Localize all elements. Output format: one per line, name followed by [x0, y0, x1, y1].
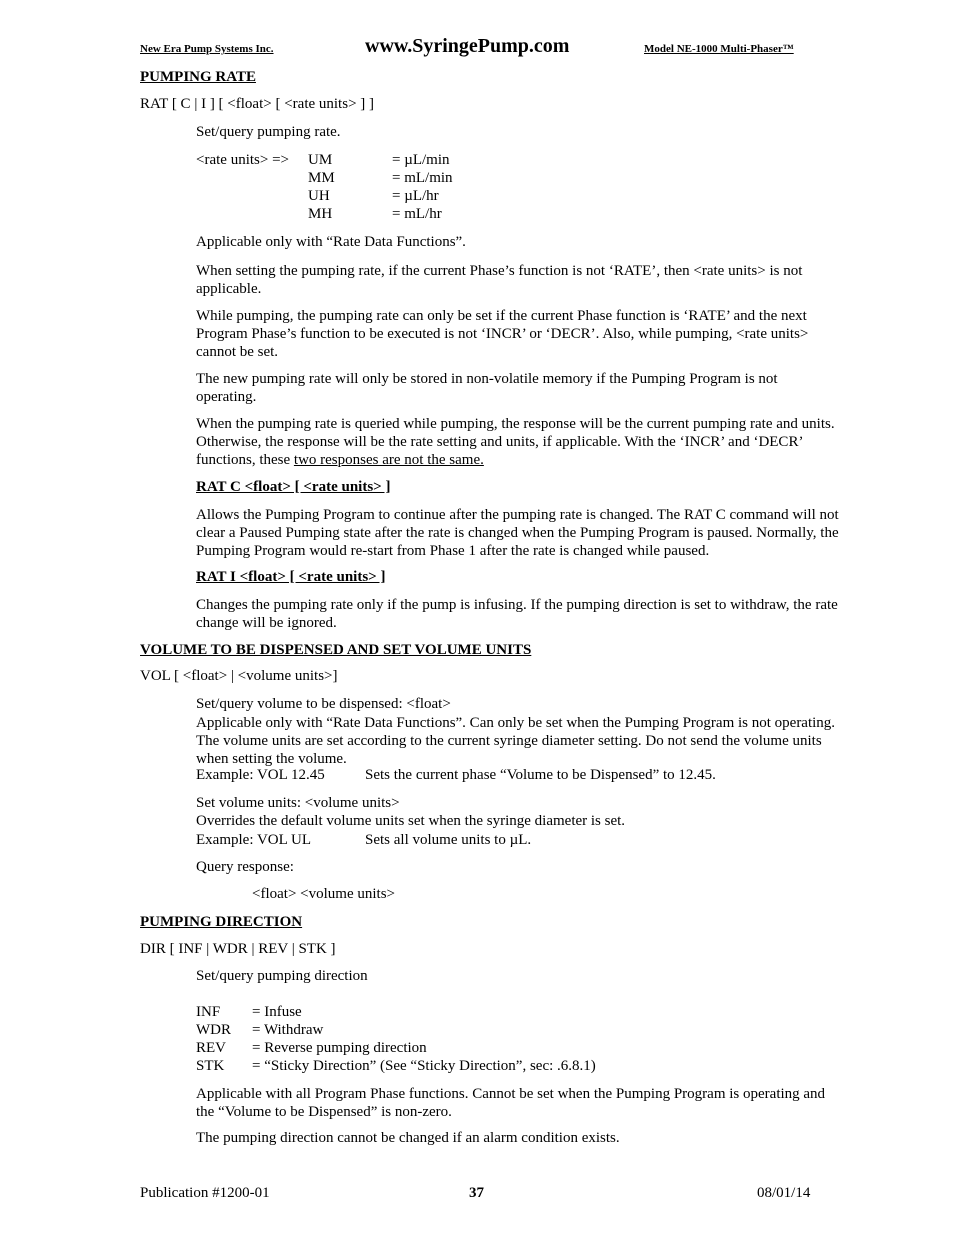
subheading-rat-c: RAT C <float> [ <rate units> ] — [196, 479, 391, 495]
volume-units-example-label: Example: VOL UL — [196, 832, 311, 848]
rate-syntax: RAT [ C | I ] [ <float> [ <rate units> ] ] — [140, 96, 375, 112]
volume-set-units: Set volume units: <volume units> — [196, 795, 400, 811]
rate-paragraph-while-pumping: While pumping, the pumping rate can only be set if the current Phase function is ‘RATE’ and the next Program Phase’s function to be executed is not ‘INCR’ or ‘DECR’. Also, while pumping, <rate units> cannot be set. — [196, 308, 809, 360]
underlined-note: two responses are not the same. — [293, 452, 484, 468]
volume-overrides: Overrides the default volume units set when the syringe diameter is set. — [196, 813, 626, 829]
volume-query-response: Query response: — [196, 859, 294, 875]
rate-unit-meaning: = µL/hr — [392, 188, 439, 204]
header-model: Model NE-1000 Multi-Phaser™ — [644, 43, 794, 55]
rate-applicable: Applicable only with “Rate Data Functions”. — [196, 234, 466, 250]
direction-option-code: INF — [196, 1004, 221, 1020]
direction-alarm-note: The pumping direction cannot be changed if an alarm condition exists. — [196, 1130, 620, 1146]
rate-description: Set/query pumping rate. — [196, 124, 341, 140]
direction-option-code: REV — [196, 1040, 226, 1056]
direction-description: Set/query pumping direction — [196, 968, 368, 984]
subheading-rat-i: RAT I <float> [ <rate units> ] — [196, 569, 386, 585]
rate-paragraph-query: When the pumping rate is queried while pumping, the response will be the current pumping rate and units. Otherwise, the response will be the rate setting and units, if applicable. With the ‘INCR’ and ‘DECR’ functions, these two responses are not the same. — [196, 416, 835, 468]
rate-unit-meaning: = µL/min — [392, 152, 450, 168]
direction-option-meaning: = Infuse — [252, 1004, 302, 1020]
rat-c-description: Allows the Pumping Program to continue after the pumping rate is changed. The RAT C command will not clear a Paused Pumping state after the rate is changed when the Pumping Program is paused. Normally, the Pumping Program would re-start from Phase 1 after the rate is changed while paused. — [196, 507, 839, 559]
volume-applicable: Applicable only with “Rate Data Functions”. Can only be set when the Pumping Program is not operating. The volume units are set according to the current syringe diameter setting. Do not send the volume units when setting the volume. — [196, 715, 836, 767]
section-heading-direction: PUMPING DIRECTION — [140, 914, 303, 930]
rate-unit-meaning: = mL/hr — [392, 206, 442, 222]
direction-option-meaning: = “Sticky Direction” (See “Sticky Direction”, sec: .6.8.1) — [252, 1058, 596, 1074]
section-heading-pumping-rate: PUMPING RATE — [140, 69, 256, 85]
header-company: New Era Pump Systems Inc. — [140, 43, 274, 55]
rate-units-label: <rate units> => — [196, 152, 289, 168]
volume-example-description: Sets the current phase “Volume to be Dispensed” to 12.45. — [365, 767, 716, 783]
footer-publication: Publication #1200-01 — [140, 1185, 270, 1201]
rate-paragraph-nonvolatile: The new pumping rate will only be stored in non-volatile memory if the Pumping Program is not operating. — [196, 371, 778, 405]
rat-i-description: Changes the pumping rate only if the pump is infusing. If the pumping direction is set to withdraw, the rate change will be ignored. — [196, 597, 838, 631]
volume-response-format: <float> <volume units> — [252, 886, 395, 902]
volume-example-label: Example: VOL 12.45 — [196, 767, 325, 783]
rate-unit-code: UM — [308, 152, 333, 168]
rate-unit-meaning: = mL/min — [392, 170, 453, 186]
direction-applicable: Applicable with all Program Phase functions. Cannot be set when the Pumping Program is operating and the “Volume to be Dispensed” is non-zero. — [196, 1086, 826, 1120]
section-heading-volume: VOLUME TO BE DISPENSED AND SET VOLUME UNITS — [140, 642, 532, 658]
footer-date: 08/01/14 — [757, 1185, 811, 1201]
volume-syntax: VOL [ <float> | <volume units>] — [140, 668, 338, 684]
rate-paragraph-units: When setting the pumping rate, if the current Phase’s function is not ‘RATE’, then <rate units> is not applicable. — [196, 263, 803, 297]
rate-unit-code: MH — [308, 206, 333, 222]
header-website: www.SyringePump.com — [365, 35, 570, 57]
direction-option-code: STK — [196, 1058, 225, 1074]
direction-option-meaning: = Withdraw — [252, 1022, 324, 1038]
rate-unit-code: UH — [308, 188, 330, 204]
footer-page-number: 37 — [469, 1185, 484, 1201]
volume-set-query: Set/query volume to be dispensed: <float> — [196, 696, 451, 712]
direction-option-code: WDR — [196, 1022, 231, 1038]
direction-syntax: DIR [ INF | WDR | REV | STK ] — [140, 941, 336, 957]
direction-option-meaning: = Reverse pumping direction — [252, 1040, 427, 1056]
rate-unit-code: MM — [308, 170, 335, 186]
volume-units-example-description: Sets all volume units to µL. — [365, 832, 532, 848]
